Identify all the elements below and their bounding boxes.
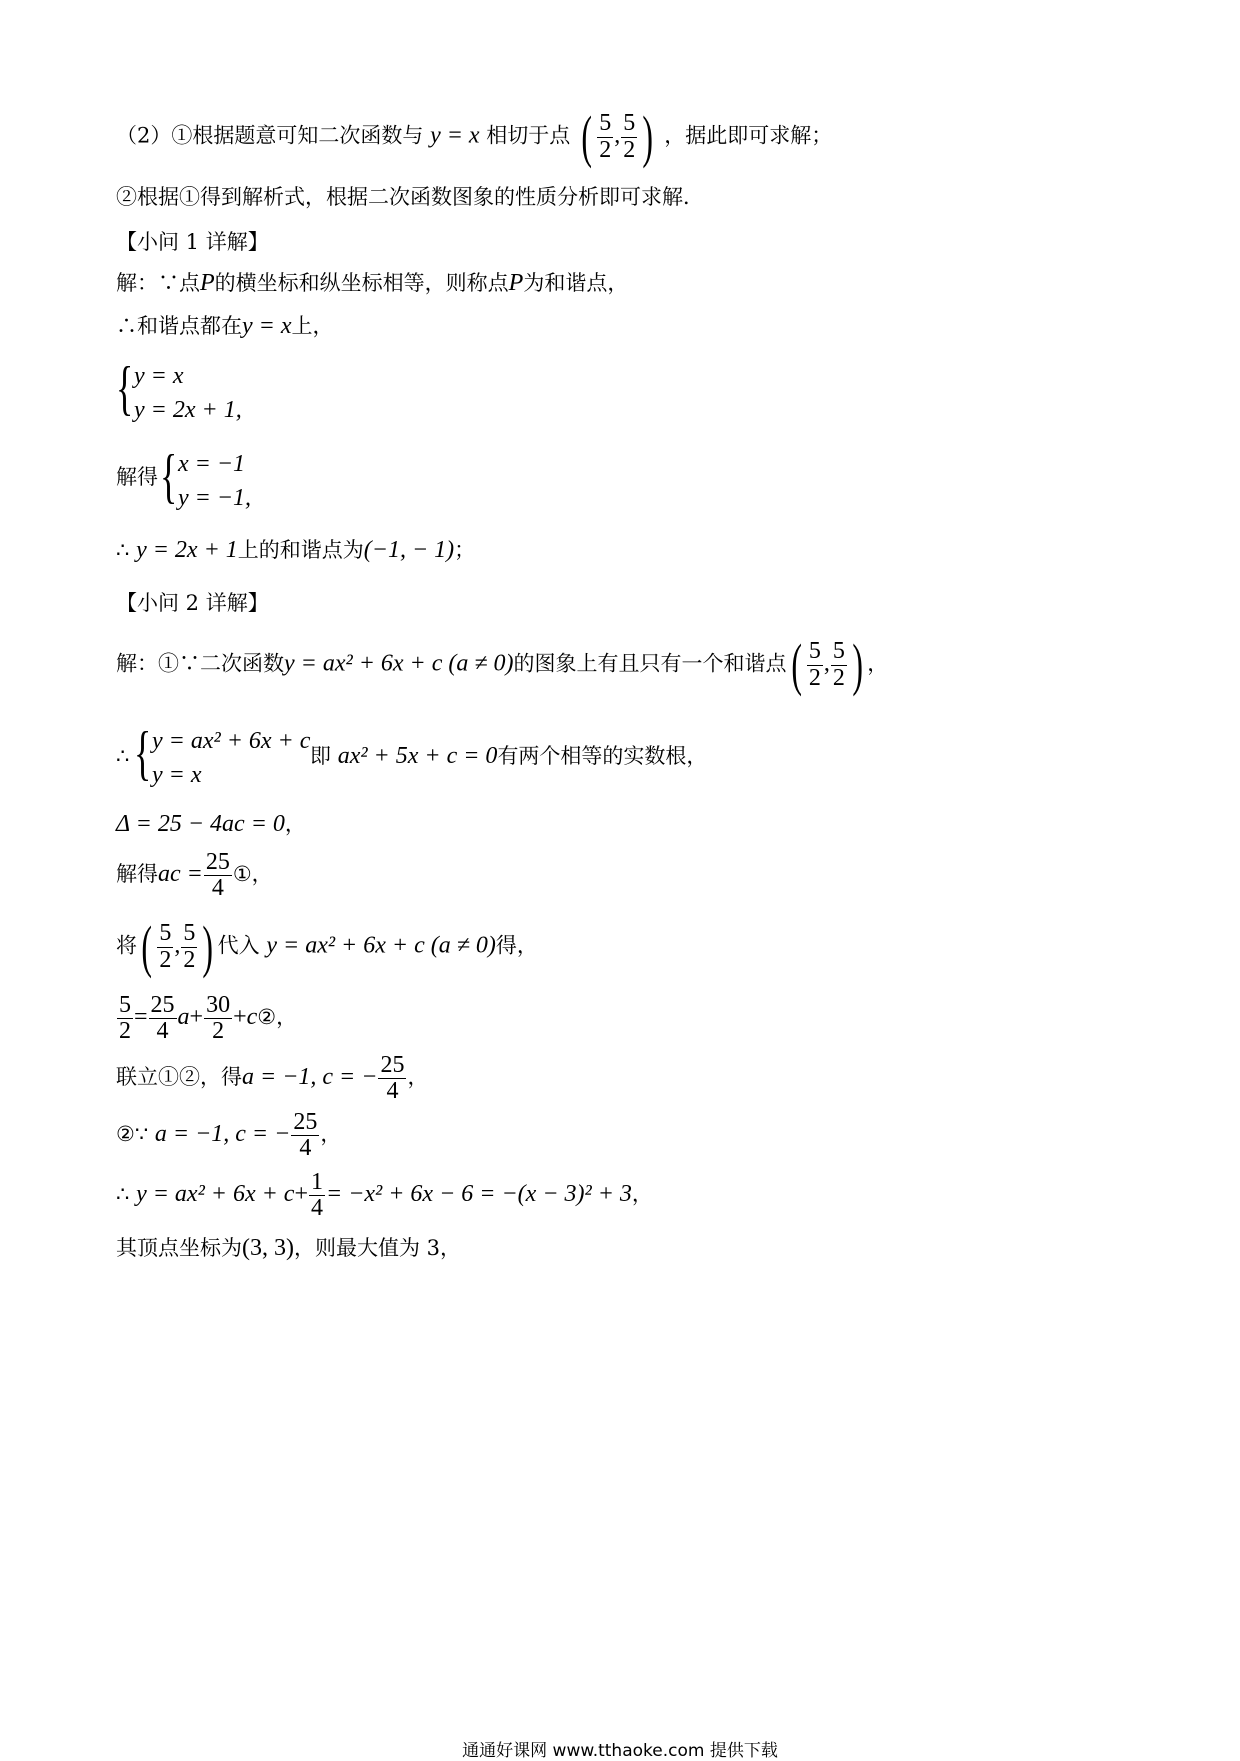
- text: ∴: [116, 744, 130, 768]
- solution-line: 其顶点坐标为(3, 3)，则最大值为 3，: [116, 1235, 462, 1261]
- solution-system: { x = −1 y = −1,: [160, 443, 252, 511]
- analysis-line-2b: ②根据①得到解析式，根据二次函数图象的性质分析即可求解．: [116, 185, 704, 209]
- solution-line: Δ = 25 − 4ac = 0，: [116, 811, 306, 837]
- solution-line: 解：①∵二次函数y = ax² + 6x + c (a ≠ 0)的图象上有且只有一个和谐点( $\frac{5}{2}$ , $\frac{5}{2}$ ) ，: [116, 632, 889, 697]
- solution-line: ∴和谐点都在y = x上，: [116, 313, 334, 339]
- solution-line: 将( $\frac{5}{2}$ , $\frac{5}{2}$ ) 代入 y = ax² + 6x + c (a ≠ 0)得，: [116, 914, 538, 979]
- fraction: $\frac{5}{2}$: [623, 110, 636, 163]
- solution-line: ②∵ a = −1, c = − $\frac{25}{4}$ ，: [116, 1109, 342, 1162]
- paren: (: [581, 104, 592, 169]
- solution-line: ∴ y = 2x + 1上的和谐点为(−1, − 1)；: [116, 537, 476, 563]
- section-heading-2: 【小问 2 详解】: [116, 591, 269, 615]
- equation-system: { y = ax² + 6x + c y = x: [134, 720, 311, 788]
- math-y-eq-x: y = x: [430, 122, 480, 149]
- paren: ): [642, 104, 654, 169]
- solution-line: $\frac{5}{2}$ = $\frac{25}{4}$ a+ $\frac{30}{2}$ +c②，: [119, 992, 298, 1045]
- footer-watermark: 通通好课网 www.tthaoke.com 提供下载: [462, 1741, 778, 1761]
- analysis-line-2: （2）①根据题意可知二次函数与 y = x 相切于点 ( $\frac{5}{2}$ , $\frac{5}{2}$ ) ，据此即可求解；: [116, 104, 833, 169]
- text: 解得: [116, 465, 158, 489]
- text: ，据此即可求解；: [664, 123, 833, 148]
- solution-line: ∴ y = ax² + 6x + c+ $\frac{1}{4}$ = −x² + 6x − 6 = −(x − 3)² + 3，: [116, 1169, 653, 1222]
- solution-line: 解得ac = $\frac{25}{4}$ ①，: [116, 849, 273, 902]
- fraction: $\frac{5}{2}$: [599, 110, 612, 163]
- solution-line: 联立①②，得a = −1, c = − $\frac{25}{4}$ ，: [116, 1052, 429, 1105]
- solution-line: 即 ax² + 5x + c = 0有两个相等的实数根，: [310, 743, 708, 769]
- equation-system: { y = x y = 2x + 1,: [116, 355, 242, 423]
- solution-line: 解：∵点P的横坐标和纵坐标相等，则称点P为和谐点，: [116, 270, 629, 296]
- section-heading-1: 【小问 1 详解】: [116, 230, 269, 254]
- text: 相切于点: [486, 123, 571, 148]
- text: （2）①根据题意可知二次函数与: [116, 123, 424, 148]
